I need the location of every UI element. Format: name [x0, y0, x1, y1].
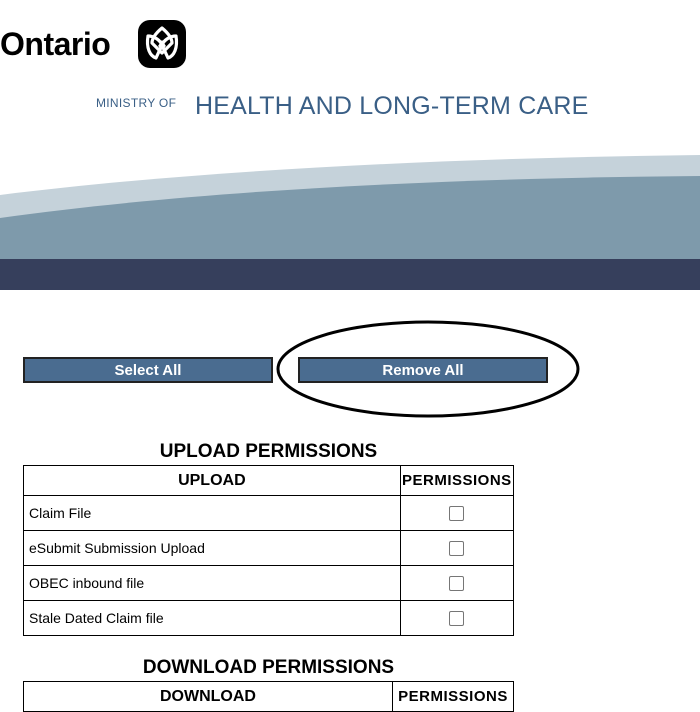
remove-all-button[interactable]: Remove All [298, 357, 548, 383]
download-permissions-title: DOWNLOAD PERMISSIONS [142, 657, 395, 678]
row-label: Stale Dated Claim file [24, 601, 401, 636]
table-row [24, 601, 514, 636]
ontario-logo-text: Ontario [0, 26, 111, 62]
table-row [24, 496, 514, 531]
select-all-button[interactable]: Select All [23, 357, 273, 383]
permissions-column-header: PERMISSIONS [393, 682, 514, 712]
table-header-row [24, 466, 514, 496]
upload-permissions-title: UPLOAD PERMISSIONS [159, 441, 378, 462]
row-label: Claim File [24, 496, 401, 531]
obec-inbound-checkbox[interactable] [449, 576, 464, 591]
row-label: eSubmit Submission Upload [24, 531, 401, 566]
trillium-icon [138, 20, 186, 68]
ministry-name: HEALTH AND LONG-TERM CARE [195, 92, 589, 120]
claim-file-checkbox[interactable] [449, 506, 464, 521]
download-permissions-table [23, 681, 514, 712]
permissions-column-header: PERMISSIONS [400, 466, 513, 496]
stale-dated-claim-checkbox[interactable] [449, 611, 464, 626]
table-row [24, 566, 514, 601]
upload-permissions-table [23, 465, 514, 636]
table-row [24, 531, 514, 566]
header-banner [0, 150, 700, 290]
esubmit-upload-checkbox[interactable] [449, 541, 464, 556]
download-column-header: DOWNLOAD [24, 682, 393, 712]
row-label: OBEC inbound file [24, 566, 401, 601]
upload-column-header: UPLOAD [24, 466, 401, 496]
ministry-prefix: MINISTRY OF [96, 96, 177, 110]
table-header-row [24, 682, 514, 712]
